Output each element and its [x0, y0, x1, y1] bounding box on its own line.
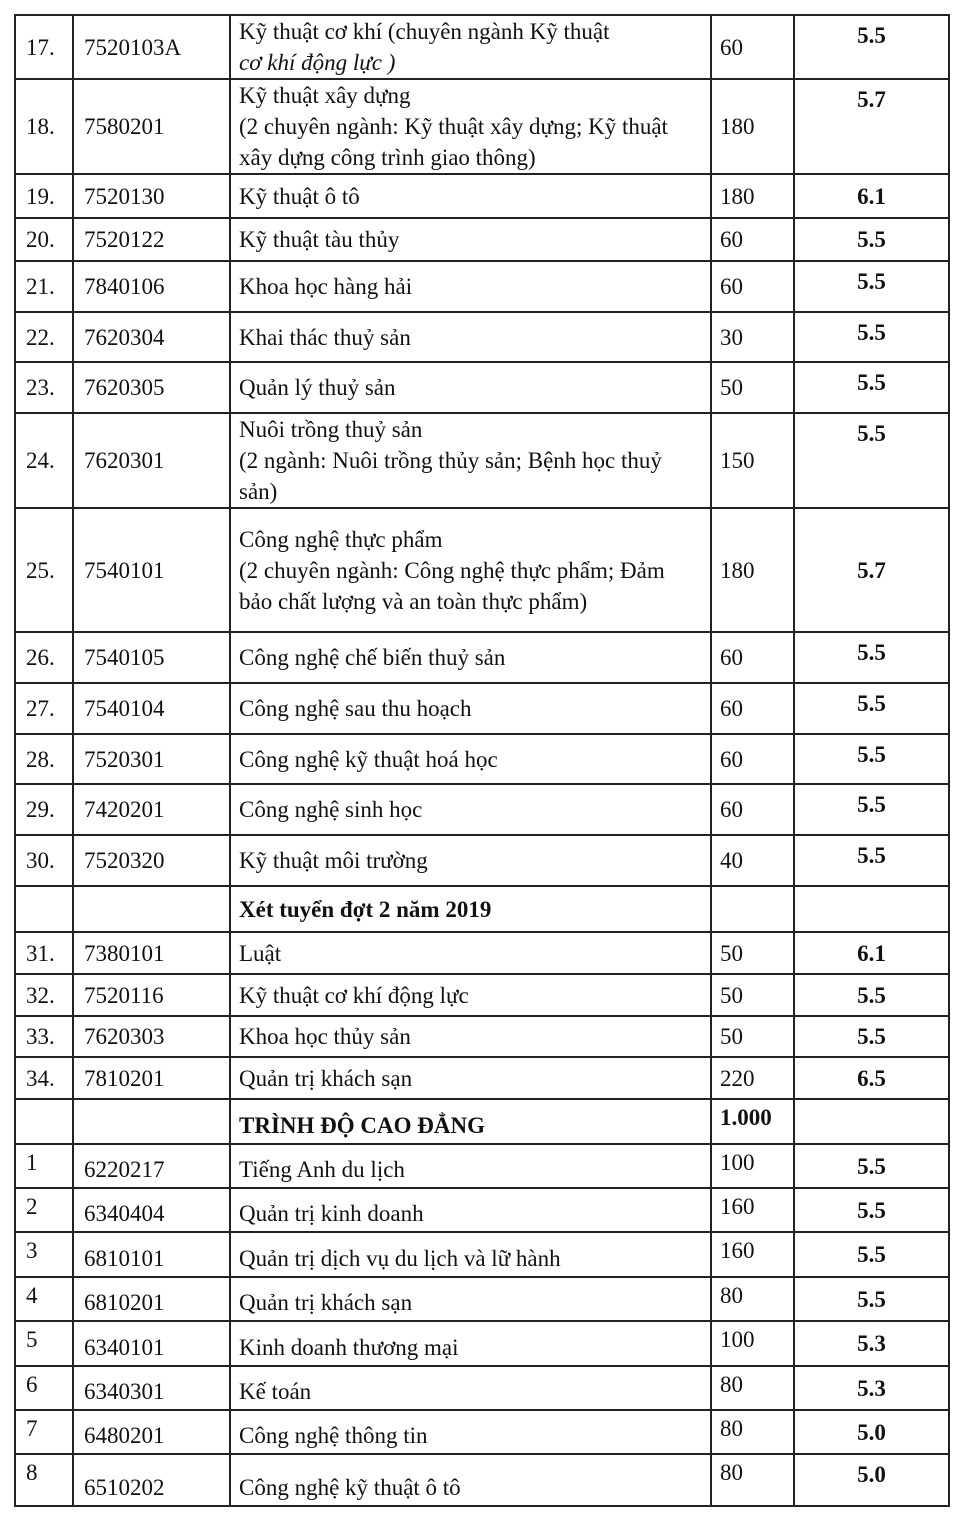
- table-row: 3 6810101 Quản trị dịch vụ du lịch và lữ hành 160 5.5: [15, 1232, 949, 1277]
- table-row: 6 6340301 Kế toán 80 5.3: [15, 1366, 949, 1410]
- admission-table: [14, 14, 950, 1507]
- table-row: 18. 7580201 Kỹ thuật xây dựng (2 chuyên ngành: Kỹ thuật xây dựng; Kỹ thuật xây dựng công trình giao thông) 180 5.7: [15, 79, 949, 174]
- table-row: 25. 7540101 Công nghệ thực phẩm (2 chuyên ngành: Công nghệ thực phẩm; Đảm bảo chất lượng và an toàn thực phẩm) 180 5.7: [15, 508, 949, 632]
- table-row: 32. 7520116 Kỹ thuật cơ khí động lực 50 5.5: [15, 974, 949, 1016]
- table-row: 26. 7540105 Công nghệ chế biến thuỷ sản 60 5.5: [15, 632, 949, 683]
- table-row: 34. 7810201 Quản trị khách sạn 220 6.5: [15, 1057, 949, 1099]
- section-row: [15, 886, 949, 932]
- table-row: 31. 7380101 Luật 50 6.1: [15, 932, 949, 974]
- table-row: 21. 7840106 Khoa học hàng hải 60 5.5: [15, 261, 949, 312]
- table-row: 22. 7620304 Khai thác thuỷ sản 30 5.5: [15, 312, 949, 362]
- table-row: 2 6340404 Quản trị kinh doanh 160 5.5: [15, 1188, 949, 1232]
- table-row: 17. 7520103A Kỹ thuật cơ khí (chuyên ngành Kỹ thuật cơ khí động lực ) 60 5.5: [15, 15, 949, 79]
- table-row: 19. 7520130 Kỹ thuật ô tô 180 6.1: [15, 174, 949, 218]
- table-row: 7 6480201 Công nghệ thông tin 80 5.0: [15, 1410, 949, 1454]
- table-row: 30. 7520320 Kỹ thuật môi trường 40 5.5: [15, 835, 949, 886]
- table-row: 1 6220217 Tiếng Anh du lịch 100 5.5: [15, 1144, 949, 1188]
- section-row: TRÌNH ĐỘ CAO ĐẲNG 1.000: [15, 1099, 949, 1144]
- table-row: 20. 7520122 Kỹ thuật tàu thủy 60 5.5: [15, 218, 949, 261]
- table-row: 29. 7420201 Công nghệ sinh học 60 5.5: [15, 784, 949, 835]
- table-row: 33. 7620303 Khoa học thủy sản 50 5.5: [15, 1016, 949, 1057]
- table-row: 8 6510202 Công nghệ kỹ thuật ô tô 80 5.0: [15, 1454, 949, 1506]
- table-row: 27. 7540104 Công nghệ sau thu hoạch 60 5.5: [15, 683, 949, 734]
- table-row: 4 6810201 Quản trị khách sạn 80 5.5: [15, 1277, 949, 1321]
- section-heading: TRÌNH ĐỘ CAO ĐẲNG: [230, 1099, 711, 1144]
- table-row: 5 6340101 Kinh doanh thương mại 100 5.3: [15, 1321, 949, 1366]
- table-row: 24. 7620301 Nuôi trồng thuỷ sản (2 ngành: Nuôi trồng thủy sản; Bệnh học thuỷ sản) 150 5.5: [15, 413, 949, 508]
- section-heading: Xét tuyển đợt 2 năm 2019: [230, 886, 711, 932]
- table-row: 23. 7620305 Quản lý thuỷ sản 50 5.5: [15, 362, 949, 413]
- table-row: 28. 7520301 Công nghệ kỹ thuật hoá học 60 5.5: [15, 734, 949, 784]
